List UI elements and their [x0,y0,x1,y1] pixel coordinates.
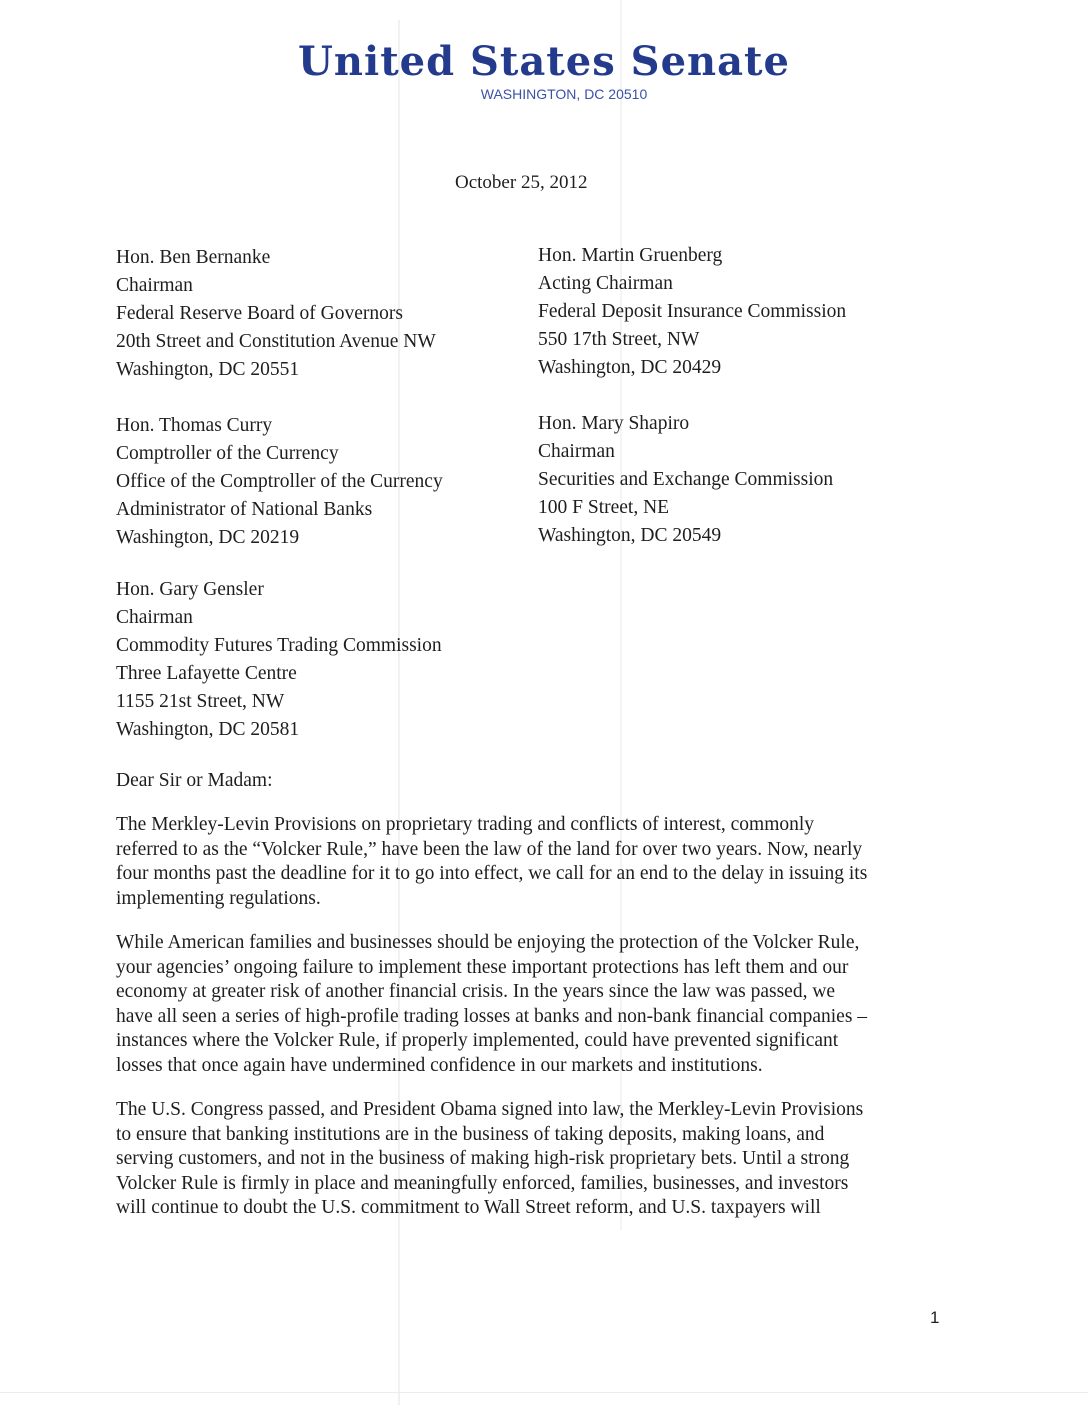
paragraph-line: instances where the Volcker Rule, if properly implemented, could have prevented significant [116,1030,839,1051]
addressee-line: Securities and Exchange Commission [538,469,834,490]
addressee-line: 550 17th Street, NW [538,329,700,350]
paragraph-line: have all seen a series of high-profile trading losses at banks and non-bank financial companies – [116,1005,868,1027]
salutation: Dear Sir or Madam: [116,770,273,791]
paragraph-line: serving customers, and not in the business of making high-risk proprietary bets. Until a strong [116,1148,850,1169]
addressee-line: Chairman [538,441,615,462]
addressee-line: Hon. Gary Gensler [116,579,264,600]
addressee-line: Comptroller of the Currency [116,443,339,464]
addressee-line: Washington, DC 20549 [538,525,722,546]
paragraph-line: The U.S. Congress passed, and President Obama signed into law, the Merkley-Levin Provisions [116,1099,864,1120]
paragraph-line: losses that once again have undermined confidence in our markets and institutions. [116,1054,763,1076]
paragraph-line: The Merkley-Levin Provisions on proprietary trading and conflicts of interest, commonly [116,814,815,835]
addressee-line: Washington, DC 20581 [116,719,300,740]
scan-artifact-line [0,1392,1088,1393]
paragraph-line: referred to as the “Volcker Rule,” have been the law of the land for over two years. Now, nearly [116,838,863,860]
addressee-line: 20th Street and Constitution Avenue NW [116,331,436,352]
paragraph-line: Volcker Rule is firmly in place and meaningfully enforced, families, businesses, and investors [116,1172,849,1194]
addressee-line: Federal Deposit Insurance Commission [538,301,847,322]
letterhead [0,40,1088,102]
body-paragraph [116,931,946,1078]
addressee-line: Three Lafayette Centre [116,663,297,684]
letterhead-city: WASHINGTON, DC 20510 [480,86,648,102]
addressee-block [116,412,443,552]
addressee-block [538,242,846,382]
addressee-line: Office of the Comptroller of the Currency [116,471,443,492]
paragraph-line: implementing regulations. [116,887,321,909]
letter-date: October 25, 2012 [455,172,588,193]
addressee-line: Chairman [116,275,193,296]
addressee-block [116,244,436,384]
addressee-line: Federal Reserve Board of Governors [116,303,403,324]
addressee-line: 1155 21st Street, NW [116,691,285,712]
paragraph-line: economy at greater risk of another financial crisis. In the years since the law was passed, we [116,981,836,1002]
addressee-line: Commodity Futures Trading Commission [116,635,442,656]
addressee-line: Chairman [116,607,193,628]
addressee-line: Hon. Ben Bernanke [116,247,271,268]
addressee-line: Hon. Martin Gruenberg [538,245,723,266]
paragraph-line: to ensure that banking institutions are in the business of taking deposits, making loans, and [116,1123,825,1145]
paragraph-line: four months past the deadline for it to go into effect, we call for an end to the delay in issuing its [116,863,868,884]
body-paragraph [116,1098,946,1221]
page-number: 1 [930,1308,940,1327]
addressee-line: Administrator of National Banks [116,499,373,520]
body-paragraph [116,813,946,911]
addressee-line: Hon. Thomas Curry [116,415,273,436]
paragraph-line: will continue to doubt the U.S. commitment to Wall Street reform, and U.S. taxpayers will [116,1197,821,1218]
addressee-line: Hon. Mary Shapiro [538,413,690,434]
addressee-block [538,410,833,550]
paragraph-line: your agencies’ ongoing failure to implement these important protections has left them and our [116,956,849,978]
paragraph-line: While American families and businesses should be enjoying the protection of the Volcker Rule, [116,932,860,953]
addressee-line: Acting Chairman [538,273,673,294]
addressee-block [116,576,442,744]
letterhead-title: United States Senate [298,38,790,85]
addressee-line: Washington, DC 20429 [538,357,722,378]
addressee-line: 100 F Street, NE [538,497,670,518]
addressee-line: Washington, DC 20219 [116,527,300,548]
addressee-line: Washington, DC 20551 [116,359,300,380]
